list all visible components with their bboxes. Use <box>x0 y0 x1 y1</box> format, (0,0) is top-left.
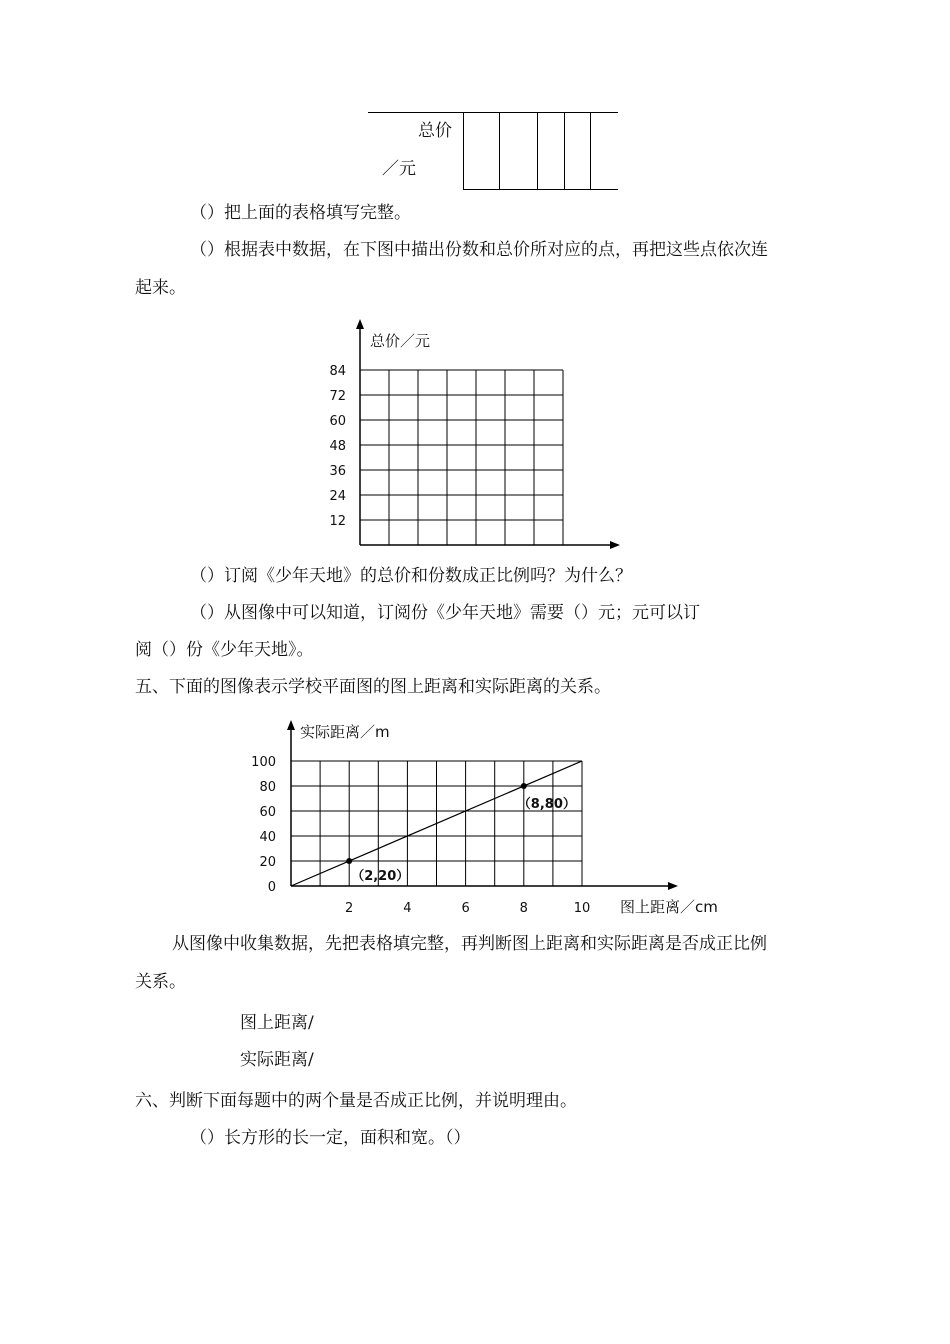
section5-instruction-cont: 关系。 <box>135 972 186 992</box>
q4-item-3: （）订阅《少年天地》的总价和份数成正比例吗？为什么？ <box>190 566 632 586</box>
section6-title: 六、判断下面每题中的两个量是否成正比例，并说明理由。 <box>135 1091 577 1111</box>
chart1-y-tick-label: 60 <box>329 414 346 429</box>
chart1-y-tick-label: 84 <box>329 364 346 379</box>
chart2-y-tick-label: 20 <box>259 855 276 870</box>
chart2-x-tick-label: 2 <box>345 901 354 916</box>
table-divider <box>499 112 500 190</box>
chart1-grid <box>360 370 563 545</box>
chart2-y-tick-label: 0 <box>267 880 276 895</box>
price-grid-chart <box>300 315 630 560</box>
section5-row-actual-distance: 实际距离/ <box>240 1050 314 1070</box>
chart1-y-tick-label: 72 <box>329 389 346 404</box>
table-divider <box>590 112 591 190</box>
price-table <box>368 112 618 190</box>
chart1-y-tick-label: 24 <box>329 489 346 504</box>
chart2-x-label: 图上距离／cm <box>620 898 718 916</box>
table-divider <box>537 112 538 190</box>
chart2-y-tick-label: 60 <box>259 805 276 820</box>
q4-item-2-cont: 起来。 <box>135 278 186 298</box>
chart1-y-ticks <box>329 364 346 529</box>
table-divider <box>564 112 565 190</box>
section5-row-map-distance: 图上距离/ <box>240 1013 314 1033</box>
table-row-label: 总价 <box>418 121 452 141</box>
chart1-y-tick-label: 48 <box>329 439 346 454</box>
chart2-point-label: （2,20） <box>351 869 410 884</box>
chart1-y-arrow <box>356 319 364 329</box>
chart1-y-tick-label: 12 <box>329 514 346 529</box>
table-divider <box>463 112 464 190</box>
chart2-y-tick-label: 100 <box>251 755 276 770</box>
section5-title: 五、下面的图像表示学校平面图的图上距离和实际距离的关系。 <box>135 677 611 697</box>
chart2-y-tick-label: 40 <box>259 830 276 845</box>
chart2-y-label: 实际距离／m <box>300 723 390 741</box>
q4-item-4: （）从图像中可以知道，订阅份《少年天地》需要（）元；元可以订 <box>190 603 700 623</box>
q4-item-1: （）把上面的表格填写完整。 <box>190 203 411 223</box>
chart1-y-label: 总价／元 <box>370 332 431 350</box>
chart2-y-arrow <box>287 720 295 730</box>
chart2-y-tick-label: 80 <box>259 780 276 795</box>
section5-instruction: 从图像中收集数据，先把表格填完整，再判断图上距离和实际距离是否成正比例 <box>172 934 767 954</box>
chart2-x-tick-label: 10 <box>573 901 591 916</box>
chart1-x-arrow <box>610 541 620 549</box>
section6-item-1: （）长方形的长一定，面积和宽。（） <box>190 1128 471 1148</box>
chart2-x-tick-label: 4 <box>403 901 412 916</box>
chart2-point-label: （8,80） <box>517 797 576 812</box>
chart2-x-tick-label: 6 <box>461 901 470 916</box>
distance-line-chart <box>240 715 740 920</box>
chart2-data-point <box>346 858 352 864</box>
q4-item-2: （）根据表中数据，在下图中描出份数和总价所对应的点，再把这些点依次连 <box>190 240 768 260</box>
table-bottom-border <box>463 189 618 190</box>
q4-item-4-cont: 阅（）份《少年天地》。 <box>135 640 314 660</box>
chart2-x-arrow <box>668 882 678 890</box>
chart1-y-tick-label: 36 <box>329 464 346 479</box>
chart2-x-tick-label: 8 <box>519 901 528 916</box>
table-top-border <box>368 112 618 113</box>
table-row-unit: ／元 <box>382 159 416 179</box>
chart2-data-point <box>521 783 527 789</box>
